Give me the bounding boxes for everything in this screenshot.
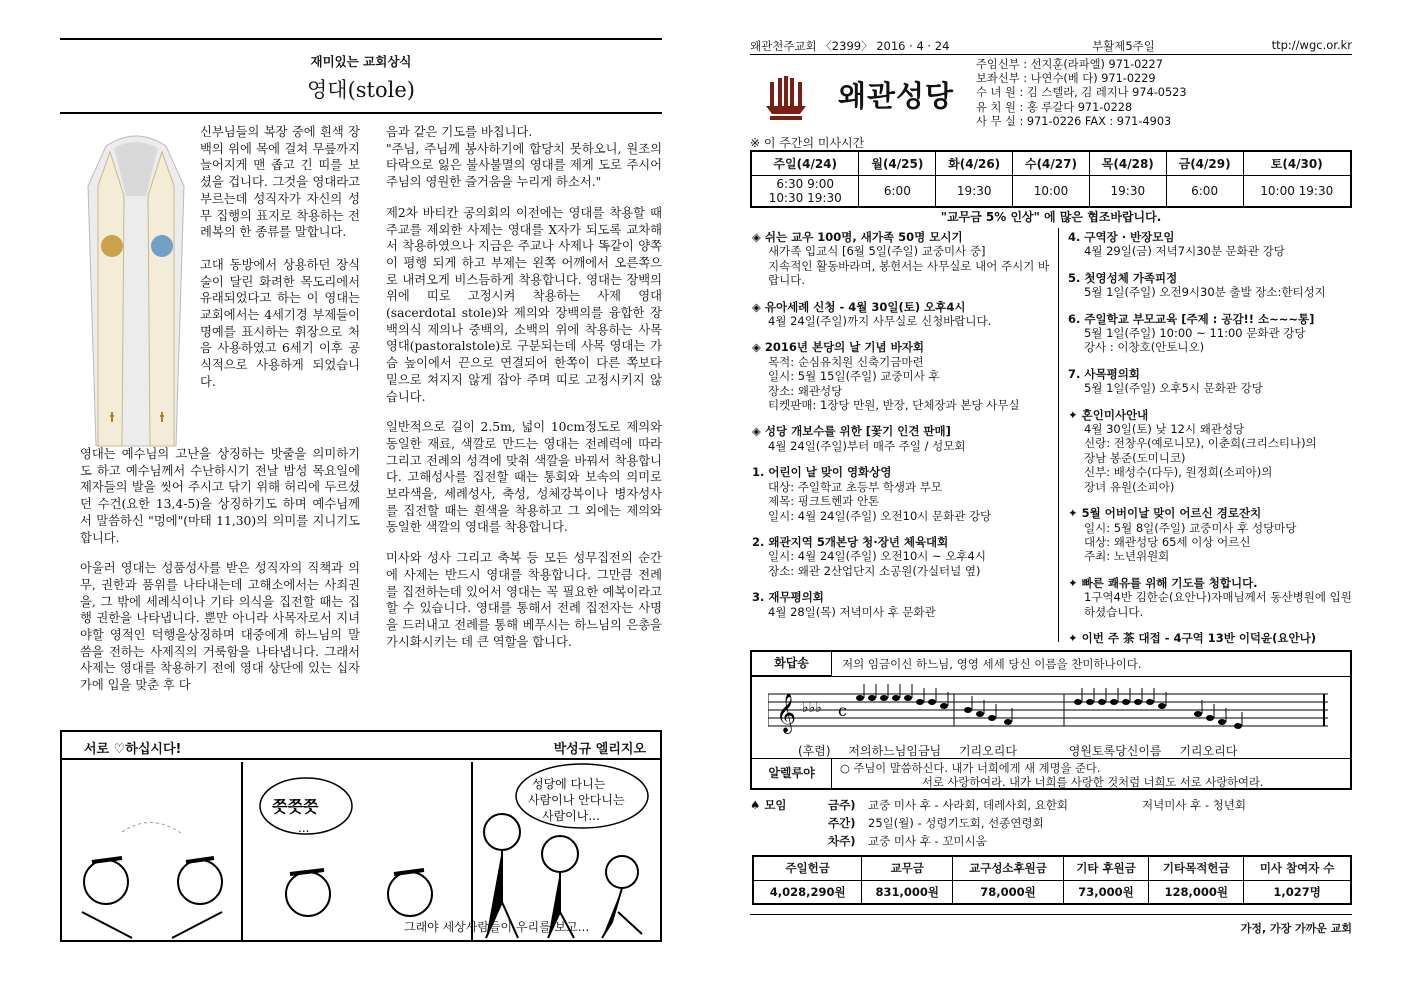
music-staff — [768, 680, 1328, 744]
notice-item — [752, 300, 1050, 329]
table-header-row — [753, 856, 1351, 880]
meeting-text: 25일(월) - 성령기도회, 선종연령회 — [868, 816, 1044, 830]
music-note — [1218, 719, 1226, 725]
notice-line: 5월 1일(주일) 10:00 ~ 11:00 문화관 강당 — [1084, 326, 1306, 341]
staff-directory — [976, 58, 1187, 129]
music-note — [964, 707, 972, 713]
staff-line: 보좌신부 : 나연수(베 다) 971-0229 — [976, 72, 1156, 86]
notice-title: 7. 사목평의회 — [1068, 366, 1140, 381]
lyric: (후렴) — [798, 744, 831, 758]
right-page — [750, 38, 1352, 943]
notice-item — [1068, 367, 1352, 396]
table-cell: 831,000원 — [862, 880, 953, 904]
psalm-lyrics — [798, 742, 1251, 759]
title-rule — [60, 112, 662, 114]
table-cell: 10:00 — [1013, 175, 1090, 207]
alleluia-row — [752, 758, 1350, 788]
notice-title: ✦ 5월 어버이날 맞이 어르신 경로잔치 — [1068, 506, 1262, 521]
staff-line: 수 녀 원 : 김 스텔라, 김 레지나 974-0523 — [976, 86, 1187, 100]
notices-right-column — [1068, 230, 1352, 657]
table-row — [751, 175, 1351, 207]
offering-table — [752, 855, 1352, 905]
mass-schedule-table — [750, 150, 1352, 208]
notice-line: 티켓판매: 1장당 만원, 반장, 단체장과 본당 사무실 — [768, 398, 1020, 413]
time-signature: c — [838, 701, 847, 720]
paragraph: 제2차 바티칸 공의회의 이전에는 영대를 착용할 때 주교를 제외한 사제는 영대를 X자가 되도록 교차해서 착용하였으나 지금은 주교나 사제나 똑같이 양쪽이 평행 되게 하고 부제는 왼쪽 어깨에서 오른쪽으로 내려오게 비스듬하게 착용합니다. 영대는 장백의 위에 띠로 고정시켜 착용하는 사제 영대(sacerdotal stole)와 제의와 장백의를 융합한 장백의식 제의나 중백의, 소백의 위에 착용하는 사목 영대(pastoralstole)로 구분되는데 사목 영대는 가슴 높이에서 끈으로 연결되어 한쪽이 다른 쪽보다 밑으로 쳐지지 않게 잡아 주며 띠로 고정시키지 않습니다. — [386, 205, 662, 404]
music-note — [868, 695, 876, 701]
notice-item — [1068, 576, 1352, 619]
music-note — [1074, 699, 1082, 705]
mass-schedule-caption: ※ 이 주간의 미사시간 — [750, 136, 865, 150]
lyric: 저의하느님임금님 — [848, 744, 942, 758]
music-note — [892, 695, 900, 701]
music-note — [1158, 703, 1166, 709]
notice-line: 신랑: 전창우(예로니모), 이춘희(크리스티나)의 — [1084, 436, 1317, 451]
notice-item — [1068, 230, 1352, 259]
bubble-churchgoers: 성당에 다니는 — [532, 777, 606, 791]
table-cell: 19:30 — [936, 175, 1013, 207]
table-header-cell: 기타목적헌금 — [1149, 856, 1244, 880]
notice-line: 4월 30일(토) 낮 12시 왜관성당 — [1084, 422, 1245, 437]
music-note — [1004, 719, 1012, 725]
meeting-text: 교중 미사 후 - 사라회, 데레사회, 요한회 — [868, 798, 1069, 812]
alleluia-text: 서로 사랑하여라. 내가 너희를 사랑한 것처럼 너희도 서로 사랑하여라. — [922, 776, 1264, 789]
table-cell: 73,000원 — [1063, 880, 1148, 904]
article-kicker: 재미있는 교회상식 — [310, 54, 412, 69]
notice-line: 일시: 5월 8일(주일) 교중미사 후 성당마당 — [1084, 520, 1297, 535]
issue-info: 왜관천주교회 〈2399〉 2016 · 4 · 24 — [750, 39, 950, 53]
notice-line: 일시: 4월 24일(주일) 오전10시 ~ 오후4시 — [768, 549, 986, 564]
table-header-row — [751, 151, 1351, 175]
cartoon-drawing — [62, 762, 660, 940]
notice-line: 장남 봉준(도미니코) — [1084, 450, 1186, 465]
music-note — [1134, 699, 1142, 705]
meeting-period: 차주) — [828, 834, 856, 848]
cartoon-panel — [60, 730, 662, 942]
notice-line: 주최: 노년위원회 — [1084, 549, 1170, 564]
church-logo-icon — [764, 76, 808, 120]
staff-line: 사 무 실 : 971-0226 FAX : 971-4903 — [976, 114, 1172, 128]
notice-line: 1구역4반 김한순(요안나)자매님께서 동산병원에 입원하셨습니다. — [1084, 590, 1352, 619]
table-cell: 1,027명 — [1244, 880, 1351, 904]
notice-line: 일시: 4월 24일(주일) 오전10시 문화관 강당 — [768, 508, 992, 523]
table-cell: 6:00 — [1166, 175, 1243, 207]
notice-title: 5. 첫영성체 가족피정 — [1068, 270, 1178, 285]
meeting-text: 교중 미사 후 - 꼬미시움 — [868, 834, 987, 848]
meeting-row — [750, 814, 1352, 832]
notice-title: ◈ 쉬는 교우 100명, 새가족 50명 모시기 — [752, 230, 963, 244]
psalm-text: 저의 임금이신 하느님, 영영 세세 당신 이름을 찬미하나이다. — [842, 657, 1142, 671]
notice-line: 새가족 입교식 [6월 5일(주일) 교중미사 중] — [768, 244, 986, 259]
table-header-cell: 주일(4/24) — [751, 151, 859, 175]
notice-line: 신부: 배성수(다두), 원정희(소피아)의 — [1084, 465, 1273, 480]
table-header-cell: 수(4/27) — [1013, 151, 1090, 175]
psalm-box — [750, 650, 1352, 790]
church-name: 왜관성당 — [838, 79, 955, 113]
notice-line: 일시: 5월 15일(주일) 교중미사 후 — [768, 369, 940, 384]
alleluia-text: ○ 주님이 말씀하신다. 내가 너희에게 새 계명을 준다. — [840, 762, 1101, 775]
notice-line: 5월 1일(주일) 오후5시 문화관 강당 — [1084, 381, 1263, 396]
meeting-extra: 저녁미사 후 - 청년회 — [1142, 798, 1246, 812]
meeting-period: 주간) — [828, 816, 856, 830]
notice-item — [1068, 506, 1352, 564]
notice-title: 6. 주일학교 부모교육 [주제 : 공감!! 소~~~통] — [1068, 311, 1315, 326]
paragraph: 신부님들의 복장 중에 흰색 장백의 위에 목에 걸쳐 무릎까지 늘어지게 맨 좁고 긴 띠를 보셨을 겁니다. 그것을 영대라고 부르는데 성직자가 자신의 성무 집행의 표지로 착용하는 전례복의 한 종류를 말합니다. — [200, 125, 360, 240]
article-title: 영대(stole) — [307, 78, 415, 102]
music-note — [1146, 699, 1154, 705]
notice-item — [752, 465, 1050, 523]
paragraph: 미사와 성사 그리고 축복 등 모든 성무집전의 순간에 사제는 반드시 영대를 착용합니다. 그만큼 전례를 집전하는데 있어서 영대는 꼭 필요한 예복이라고 할 수 있습니다. 영대를 통해서 전례 집전자는 사명을 드러내고 전례를 통해 베푸시는 하느님의 은총을 가시화시키는 데 큰 역할을 합니다. — [386, 551, 662, 649]
notice-line: 장녀 유원(소피아) — [1084, 479, 1175, 494]
table-header-cell: 토(4/30) — [1243, 151, 1351, 175]
article-column-b — [80, 446, 360, 708]
notice-title: ◈ 유아세례 신청 - 4월 30일(토) 오후4시 — [752, 299, 966, 314]
music-note — [904, 695, 912, 701]
bubble-dots: ... — [298, 821, 310, 835]
lyric: 기리오리다 — [958, 744, 1017, 758]
treble-clef-icon: 𝄞 — [776, 693, 797, 733]
table-header-cell: 화(4/26) — [936, 151, 1013, 175]
notice-title: ◈ 2016년 본당의 날 기념 바자회 — [752, 340, 924, 355]
table-header-cell: 교구성소후원금 — [953, 856, 1064, 880]
music-note — [1122, 699, 1130, 705]
table-header-cell: 기타 후원금 — [1063, 856, 1148, 880]
notice-title: 2. 왜관지역 5개본당 청·장년 체육대회 — [752, 534, 949, 549]
table-cell: 19:30 — [1089, 175, 1166, 207]
table-cell: 78,000원 — [953, 880, 1064, 904]
notices-left-column — [752, 230, 1050, 631]
notice-title: 3. 재무평의회 — [752, 590, 824, 605]
notice-item — [752, 424, 1050, 453]
notice-line: 5월 1일(주일) 오전9시30분 출발 장소:한티성지 — [1084, 285, 1326, 300]
cartoon-caption: 그래야 세상사람들이 우리를 보고... — [404, 920, 590, 934]
music-note — [988, 715, 996, 721]
notice-title: ✦ 빠른 쾌유를 위해 기도를 청합니다. — [1068, 575, 1258, 590]
notice-title: ✦ 이번 주 茶 대접 - 4구역 13반 이덕윤(요안나) — [1068, 630, 1316, 645]
meetings-heading: ♠ 모임 — [750, 798, 787, 812]
music-note — [856, 695, 864, 701]
article-column-right — [386, 124, 662, 664]
notice-item — [1068, 271, 1352, 300]
notice-line: 장소: 왜관 2산업단지 소공원(가실터널 옆) — [768, 563, 981, 578]
svg-text:사람이나 안다니는: 사람이나 안다니는 — [528, 793, 625, 807]
notice-item — [752, 590, 1050, 619]
notice-line: 목적: 순심유치원 신축기금마련 — [768, 354, 924, 369]
lyric: 영원토록당신이름 — [1068, 744, 1162, 758]
notice-line: 대상: 주일학교 초등부 학생과 부모 — [768, 479, 943, 494]
music-note — [916, 699, 924, 705]
music-note — [1206, 715, 1214, 721]
masthead — [750, 38, 1352, 54]
notice-line: 4월 24일(주일)까지 사무실로 신청바랍니다. — [768, 314, 992, 329]
key-signature: ♭♭♭ — [802, 700, 822, 716]
table-cell: 10:00 19:30 — [1243, 175, 1351, 207]
table-header-cell: 미사 참여자 수 — [1244, 856, 1351, 880]
paragraph: 영대는 예수님의 고난을 상징하는 밧줄을 의미하기도 하고 예수님께서 수난하시기 전날 밤성 목요일에 제자들의 발을 씻어 주시고 닦기 위해 허리에 두르셨던 수건(요한 13,4-5)을 상징하기도 하며 예수님께서 말씀하신 "멍에"(마태 11,30)의 의미를 지니기도 합니다. — [80, 447, 360, 545]
meetings — [750, 796, 1352, 850]
notice-line: 강사 : 이창호(안토니오) — [1084, 340, 1205, 355]
music-note — [1194, 711, 1202, 717]
alleluia-label: 알렐루야 — [752, 759, 832, 789]
notice-line: 4월 28일(목) 저녁미사 후 문화관 — [768, 604, 936, 619]
meeting-row — [750, 796, 1352, 814]
paragraph: 아울러 영대는 성품성사를 받은 성직자의 직책과 의무, 권한과 품위를 나타내는데 고해소에서는 사죄권을, 그 밖에 세례식이나 기타 의식을 집전할 때는 집행 권한을 나타냅니다. 뿐만 아니라 사목자로서 지녀야할 영적인 덕행을상징하며 대중에게 하느님의 말씀을 전하는 사제직의 거룩함을 나타냅니다. 그래서 사제는 영대를 착용하기 전에 영대 상단에 있는 십자가에 입을 맞춘 후 다 — [80, 561, 360, 693]
notice-line: 대상: 왜관성당 65세 이상 어르신 — [1084, 534, 1251, 549]
table-header-cell: 주일헌금 — [753, 856, 862, 880]
music-note — [976, 711, 984, 717]
lyric: 기리오리다 — [1179, 744, 1238, 758]
cartoon-header — [62, 732, 660, 760]
notice-item — [752, 340, 1050, 412]
footer-rule — [750, 914, 1352, 915]
music-note — [1234, 723, 1242, 729]
masthead-rule — [750, 54, 1352, 55]
notice-title: 1. 어린이 날 맞이 영화상영 — [752, 465, 892, 480]
table-cell: 6:30 9:00 10:30 19:30 — [751, 175, 859, 207]
notice-line: 제목: 핑크트헨과 안톤 — [768, 494, 880, 509]
notice-line: 지속적인 활동바라며, 봉헌서는 사무실로 내어 주시기 바랍니다. — [768, 258, 1050, 288]
notice-title: 4. 구역장 · 반장모임 — [1068, 230, 1175, 244]
table-header-cell: 금(4/29) — [1166, 151, 1243, 175]
paragraph: 일반적으로 길이 2.5m, 넓이 10cm정도로 제의와 동일한 재료, 색깔로 만드는 영대는 전례력에 따라 그리고 전례의 성격에 맞춰 색깔을 바꿔서 착용합니다. 고해성사를 집전할 때는 통회와 보속의 의미로 보라색을, 세례성사, 축성, 성체강복이나 병자성사를 집전할 때는 흰색을 착용하고 그 외에는 제의와 동일한 색깔의 영대를 착용합니다. — [386, 420, 662, 535]
notice-title: ✦ 혼인미사안내 — [1068, 407, 1149, 422]
notice-line: 4월 29일(금) 저녁7시30분 문화관 강당 — [1084, 244, 1285, 259]
table-cell: 128,000원 — [1149, 880, 1244, 904]
psalm-rule — [752, 676, 1350, 677]
table-cell: 4,028,290원 — [753, 880, 862, 904]
notice-title: ◈ 성당 개보수를 위한 [꽃기 인견 판매] — [752, 424, 951, 439]
column-divider — [1058, 228, 1059, 642]
notice-item — [1068, 408, 1352, 494]
dues-notice: "교무금 5% 인상" 에 많은 협조바랍니다. — [940, 210, 1162, 224]
notice-item — [752, 535, 1050, 578]
music-note — [1110, 699, 1118, 705]
paragraph: 고대 동방에서 상용하던 장식술이 달린 화려한 목도리에서 유래되었다고 하는 이 영대는 교회에서는 4세기경 부제들이 명예를 표시하는 휘장으로 처음 사용하였고 6세기 이후 공식적으로 사용하게 되었습니다. — [200, 257, 360, 389]
staff-line: 주임신부 : 선지훈(라파엘) 971-0227 — [976, 58, 1163, 71]
meeting-period: 금주) — [828, 798, 856, 812]
liturgical-week: 부활제5주일 — [1092, 39, 1155, 53]
notice-item — [1068, 312, 1352, 355]
notice-line: 장소: 왜관성당 — [768, 383, 843, 398]
bubble-tsk: 쯧쯧쯧 — [272, 797, 319, 816]
left-page — [60, 38, 662, 943]
staff-line: 유 치 원 : 홍 루갈다 971-0228 — [976, 100, 1133, 114]
cartoon-title: 서로 ♡하십시다! — [84, 742, 182, 757]
table-header-cell: 교무금 — [862, 856, 953, 880]
notice-item — [1068, 631, 1352, 645]
notice-item — [752, 230, 1050, 288]
music-note — [1098, 699, 1106, 705]
meeting-row — [750, 832, 1352, 850]
psalm-label: 화답송 — [752, 652, 832, 676]
music-note — [940, 703, 948, 709]
music-note — [880, 695, 888, 701]
notice-line: 4월 24일(주일)부터 매주 주일 / 성모회 — [768, 438, 966, 453]
article-column-a — [200, 124, 360, 407]
svg-text:사람이나...: 사람이나... — [542, 809, 600, 823]
paragraph: 음과 같은 기도를 바칩니다. "주님, 주님께 봉사하기에 합당치 못하오니, 원조의 타락으로 잃은 불사불멸의 영대를 제게 도로 주시어 주님의 영원한 즐거움을 누리게 하소서." — [386, 125, 662, 190]
table-header-cell: 목(4/28) — [1089, 151, 1166, 175]
music-note — [928, 699, 936, 705]
footer-slogan: 가정, 가장 가까운 교회 — [1240, 922, 1352, 935]
table-cell: 6:00 — [859, 175, 936, 207]
website-url[interactable]: ttp://wgc.or.kr — [1271, 38, 1352, 52]
table-header-cell: 월(4/25) — [859, 151, 936, 175]
music-note — [1086, 699, 1094, 705]
stole-image — [76, 126, 196, 456]
cartoon-author: 박성규 엘리지오 — [553, 742, 646, 757]
table-row — [753, 880, 1351, 904]
top-rule — [60, 38, 662, 40]
